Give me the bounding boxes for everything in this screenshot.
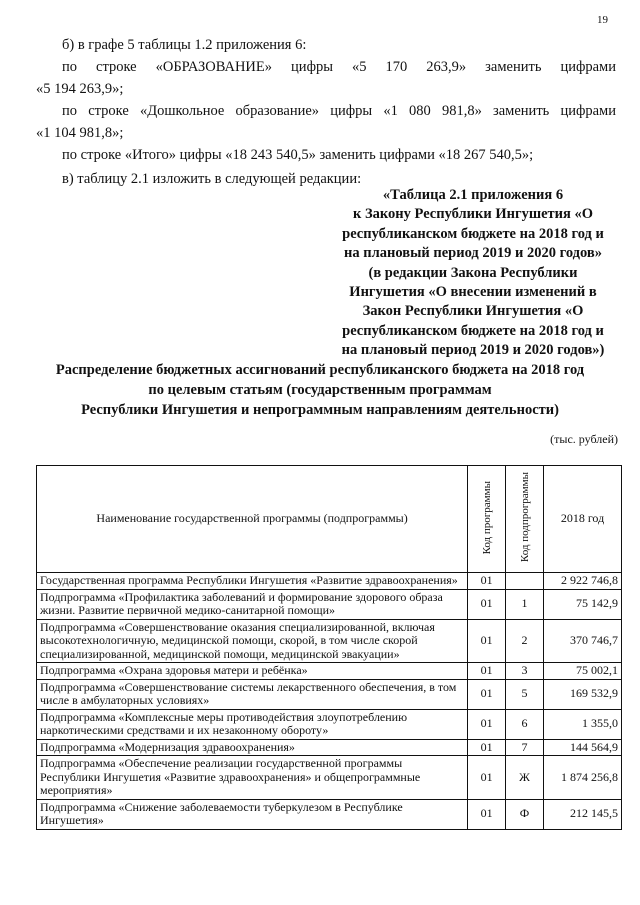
header-year: 2018 год: [544, 466, 622, 573]
cell-program-code: 01: [468, 679, 506, 709]
cell-amount: 370 746,7: [544, 619, 622, 663]
header-program-code: [468, 466, 506, 573]
cell-program-code: 01: [468, 589, 506, 619]
cell-amount: 169 532,9: [544, 679, 622, 709]
paragraph-education-replacement: [36, 56, 616, 100]
caption-line: к Закону Республики Ингушетия «О: [353, 206, 593, 223]
cell-subprogram-code: 3: [506, 663, 544, 680]
header-subprogram-code: [506, 466, 544, 573]
paragraph-c-intro: в) таблицу 2.1 изложить в следующей редакции:: [62, 171, 362, 187]
paragraph-preschool-replacement: [36, 100, 616, 144]
caption-line: республиканском бюджете на 2018 год и: [342, 322, 604, 339]
cell-amount: 75 142,9: [544, 589, 622, 619]
cell-subprogram-code: Ф: [506, 799, 544, 829]
caption-line: Ингушетия «О внесении изменений в: [349, 284, 597, 301]
cell-name: Подпрограмма «Комплексные меры противодействия злоупотреблению наркотическими средствами и их незаконному обороту»: [37, 709, 468, 739]
cell-amount: 144 564,9: [544, 739, 622, 756]
caption-line: на плановый период 2019 и 2020 годов»: [344, 245, 602, 262]
budget-table: [36, 465, 622, 830]
table-row: [37, 589, 622, 619]
caption-line: Закон Республики Ингушетия «О: [362, 303, 584, 320]
cell-amount: 1 874 256,8: [544, 756, 622, 800]
cell-amount: 212 145,5: [544, 799, 622, 829]
cell-program-code: 01: [468, 739, 506, 756]
cell-name: Подпрограмма «Совершенствование системы лекарственного обеспечения, в том числе в амбулаторных условиях»: [37, 679, 468, 709]
paragraph-education-line2: «5 194 263,9»;: [36, 81, 124, 97]
cell-program-code: 01: [468, 799, 506, 829]
caption-line: (в редакции Закона Республики: [368, 264, 578, 281]
cell-amount: 1 355,0: [544, 709, 622, 739]
cell-name: Подпрограмма «Снижение заболеваемости туберкулезом в Республике Ингушетия»: [37, 799, 468, 829]
cell-subprogram-code: 1: [506, 589, 544, 619]
cell-program-code: 01: [468, 619, 506, 663]
table-title: [20, 360, 620, 420]
cell-name: Подпрограмма «Модернизация здравоохранения»: [37, 739, 468, 756]
caption-line: на плановый период 2019 и 2020 годов»): [341, 342, 605, 359]
header-name: Наименование государственной программы (подпрограммы): [37, 466, 468, 573]
cell-name: Подпрограмма «Охрана здоровья матери и ребёнка»: [37, 663, 468, 680]
table-row: [37, 663, 622, 680]
table-row: [37, 709, 622, 739]
title-line: Распределение бюджетных ассигнований республиканского бюджета на 2018 год: [55, 362, 585, 378]
paragraph-preschool-line2: «1 104 981,8»;: [36, 125, 124, 141]
table-row: [37, 679, 622, 709]
caption-line: «Таблица 2.1 приложения 6: [382, 187, 564, 203]
cell-subprogram-code: 2: [506, 619, 544, 663]
title-line: Республики Ингушетия и непрограммным направлениям деятельности): [81, 402, 559, 418]
header-program-code-label: Код программы: [480, 480, 493, 554]
cell-name: Подпрограмма «Совершенствование оказания специализированной, включая высокотехнологичную, медицинской помощи, скорой, в том числе скорой специализированной, медицинской помощи, медицинской эвакуации»: [37, 619, 468, 663]
cell-amount: 2 922 746,8: [544, 573, 622, 590]
table-row: [37, 739, 622, 756]
cell-subprogram-code: 5: [506, 679, 544, 709]
table-row: [37, 573, 622, 590]
cell-subprogram-code: Ж: [506, 756, 544, 800]
cell-name: Государственная программа Республики Ингушетия «Развитие здравоохранения»: [37, 573, 468, 590]
paragraph-education-line1: по строке «ОБРАЗОВАНИЕ» цифры «5 170 263,9» заменить цифрами: [62, 59, 616, 75]
cell-program-code: 01: [468, 709, 506, 739]
paragraph-b-intro: б) в графе 5 таблицы 1.2 приложения 6:: [62, 37, 307, 53]
units-label: (тыс. рублей): [550, 432, 618, 446]
table-header-row: [37, 466, 622, 573]
cell-program-code: 01: [468, 663, 506, 680]
paragraph-total-replacement: по строке «Итого» цифры «18 243 540,5» заменить цифрами «18 267 540,5»;: [62, 147, 534, 163]
table-caption: [318, 186, 628, 361]
caption-line: республиканском бюджете на 2018 год и: [342, 225, 604, 242]
cell-amount: 75 002,1: [544, 663, 622, 680]
cell-name: Подпрограмма «Обеспечение реализации государственной программы Республики Ингушетия «Развитие здравоохранения» и общепрограммные мероприятия»: [37, 756, 468, 800]
cell-program-code: 01: [468, 756, 506, 800]
cell-subprogram-code: 7: [506, 739, 544, 756]
paragraph-preschool-line1: по строке «Дошкольное образование» цифры «1 080 981,8» заменить цифрами: [62, 103, 616, 119]
table-row: [37, 756, 622, 800]
header-subprogram-code-label: Код подпрограммы: [518, 472, 531, 563]
title-line: по целевым статьям (государственным программам: [148, 382, 492, 398]
cell-subprogram-code: 6: [506, 709, 544, 739]
cell-name: Подпрограмма «Профилактика заболеваний и формирование здорового образа жизни. Развитие первичной медико-санитарной помощи»: [37, 589, 468, 619]
table-row: [37, 799, 622, 829]
table-row: [37, 619, 622, 663]
cell-program-code: 01: [468, 573, 506, 590]
page-number: 19: [597, 14, 608, 26]
cell-subprogram-code: [506, 573, 544, 590]
